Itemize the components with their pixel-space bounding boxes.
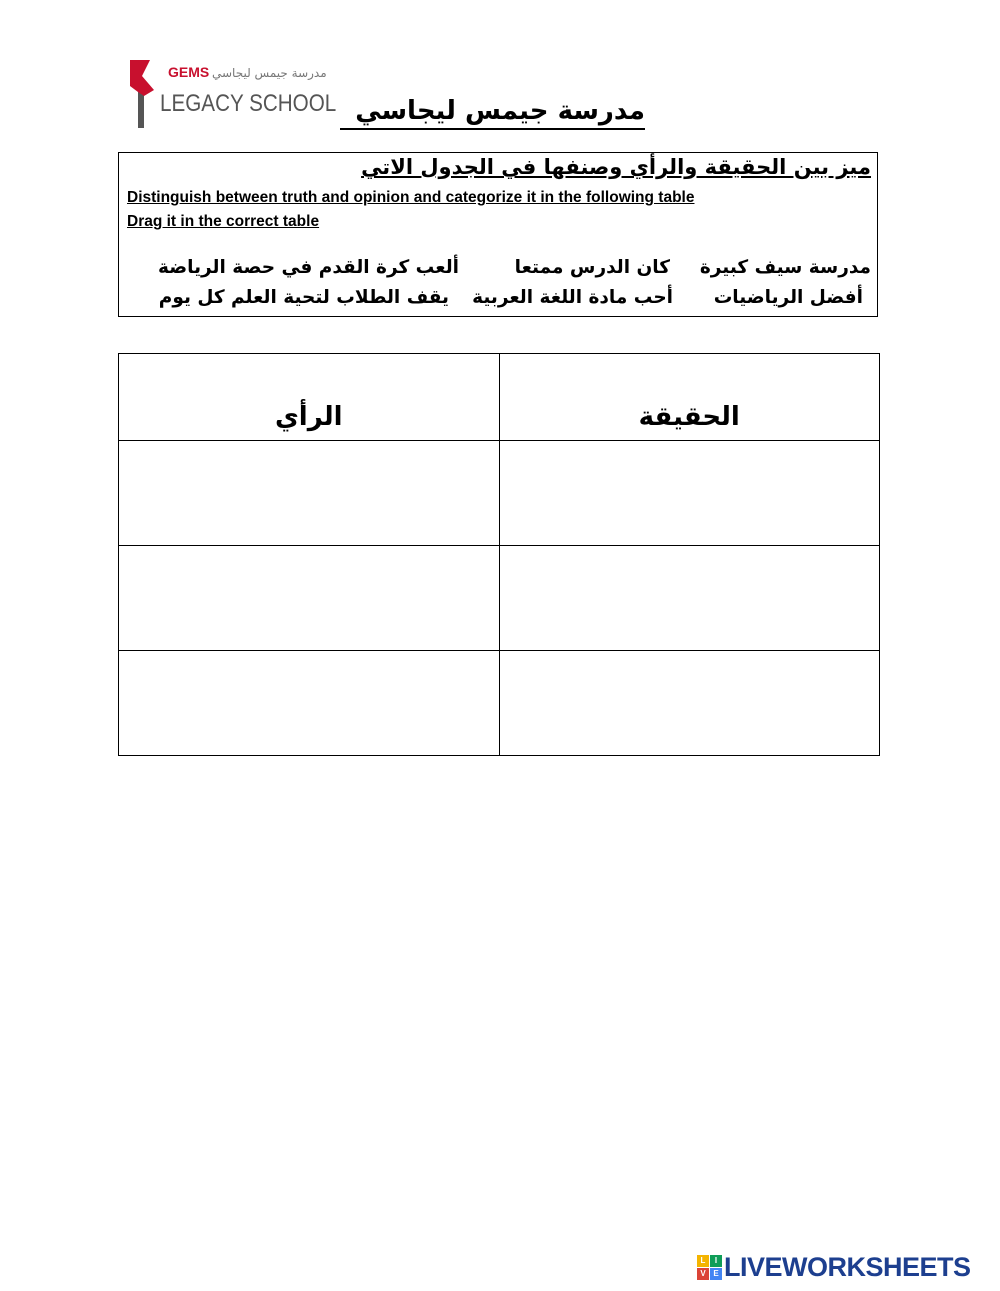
instructions-drag: Drag it in the correct table (127, 213, 320, 230)
liveworksheets-watermark[interactable] (697, 1252, 971, 1283)
draggable-statement[interactable]: ألعب كرة القدم في حصة الرياضة (158, 257, 459, 278)
fact-header: الحقيقة (499, 354, 880, 441)
sorting-table (118, 353, 880, 756)
liveworksheets-logo-icon (697, 1255, 722, 1280)
logo-arabic-name: مدرسة جيمس ليجاسي (212, 66, 327, 80)
table-row (119, 651, 880, 756)
fact-drop-zone[interactable] (499, 441, 880, 546)
opinion-drop-zone[interactable] (119, 441, 500, 546)
logo-brand: GEMS (168, 64, 210, 80)
table-row (119, 546, 880, 651)
logo-english-name: LEGACY SCHOOL (160, 90, 337, 117)
logo-letter: I (710, 1255, 722, 1267)
logo-letter: V (697, 1268, 709, 1280)
draggable-statement[interactable]: أحب مادة اللغة العربية (472, 287, 673, 308)
instructions-box (118, 152, 878, 317)
fact-drop-zone[interactable] (499, 651, 880, 756)
draggable-statement[interactable]: يقف الطلاب لتحية العلم كل يوم (158, 287, 449, 308)
instructions-english: Distinguish between truth and opinion and categorize it in the following table (127, 189, 695, 206)
table-row (119, 441, 880, 546)
draggable-statement[interactable]: كان الدرس ممتعا (514, 257, 670, 278)
logo-letter: L (697, 1255, 709, 1267)
draggable-statement[interactable]: مدرسة سيف كبيرة (699, 257, 871, 278)
draggable-statement[interactable]: أفضل الرياضيات (713, 287, 863, 308)
table-header-row (119, 354, 880, 441)
fact-drop-zone[interactable] (499, 546, 880, 651)
opinion-header: الرأي (119, 354, 500, 441)
page-title: مدرسة جيمس ليجاسي (340, 96, 645, 130)
logo-letter: E (710, 1268, 722, 1280)
opinion-drop-zone[interactable] (119, 651, 500, 756)
instructions-arabic: ميز بين الحقيقة والرأي وصنفها في الجدول الاتي (361, 155, 871, 179)
watermark-text: LIVEWORKSHEETS (724, 1252, 971, 1282)
opinion-drop-zone[interactable] (119, 546, 500, 651)
